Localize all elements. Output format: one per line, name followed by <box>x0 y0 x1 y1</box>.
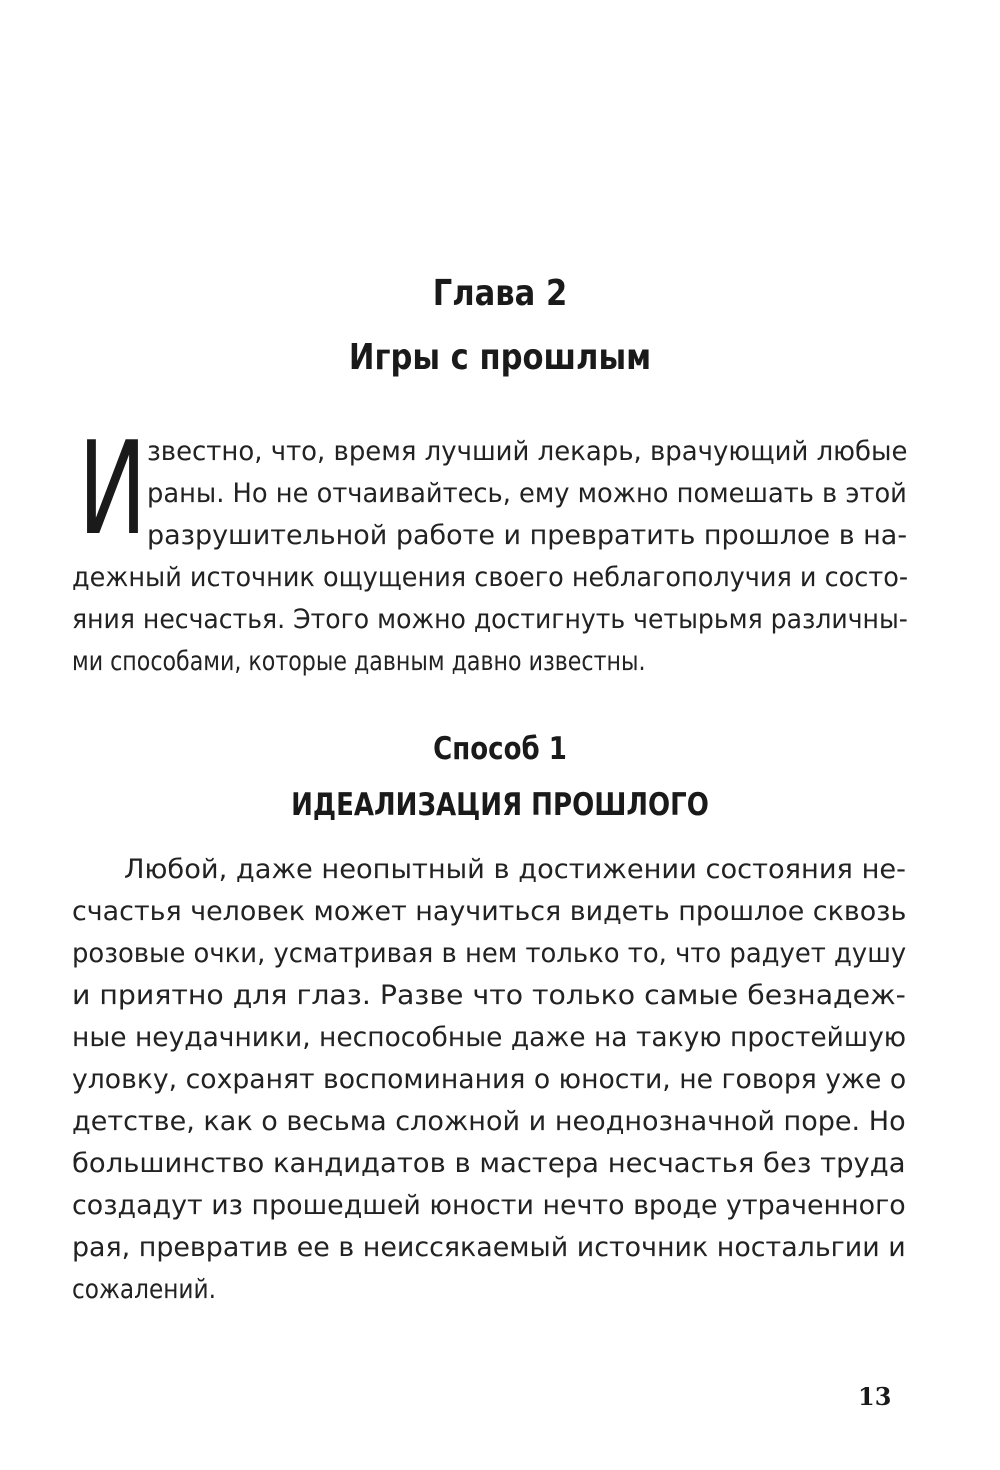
chapter-number: Глава 2 <box>432 273 568 314</box>
body-line: детстве, как о весьма сложной и неоднозначной поре. Но <box>72 1106 906 1137</box>
section-number: Способ 1 <box>433 731 567 767</box>
section-title: ИДЕАЛИЗАЦИЯ ПРОШЛОГО <box>291 787 709 823</box>
body-line: счастья человек может научиться видеть прошлое сквозь <box>72 896 907 927</box>
body-line: сожалений. <box>72 1274 216 1305</box>
body-line: ные неудачники, неспособные даже на такую простейшую <box>72 1022 907 1053</box>
intro-line: дежный источник ощущения своего неблагополучия и состо- <box>72 562 909 593</box>
body-line: рая, превратив ее в неиссякаемый источник ностальгии и <box>72 1232 906 1263</box>
chapter-title: Игры с прошлым <box>348 337 652 378</box>
intro-line: раны. Но не отчаивайтесь, ему можно помешать в этой <box>147 478 907 509</box>
body-line: Любой, даже неопытный в достижении состояния не- <box>124 854 907 885</box>
drop-cap: И <box>78 415 147 564</box>
body-line: уловку, сохранят воспоминания о юности, не говоря уже о <box>72 1064 907 1095</box>
body-line: розовые очки, усматривая в нем только то, что радует душу <box>72 938 907 969</box>
intro-line: яния несчастья. Этого можно достигнуть четырьмя различны- <box>72 604 908 635</box>
body-line: создадут из прошедшей юности нечто вроде утраченного <box>72 1190 906 1221</box>
intro-line: разрушительной работе и превратить прошлое в на- <box>147 520 908 551</box>
page-number: 13 <box>858 1382 892 1411</box>
body-line: и приятно для глаз. Разве что только самые безнадеж- <box>72 980 906 1011</box>
intro-line: звестно, что, время лучший лекарь, врачующий любые <box>147 436 908 467</box>
body-line: большинство кандидатов в мастера несчастья без труда <box>72 1148 906 1179</box>
intro-line: ми способами, которые давным давно известны. <box>72 646 646 677</box>
